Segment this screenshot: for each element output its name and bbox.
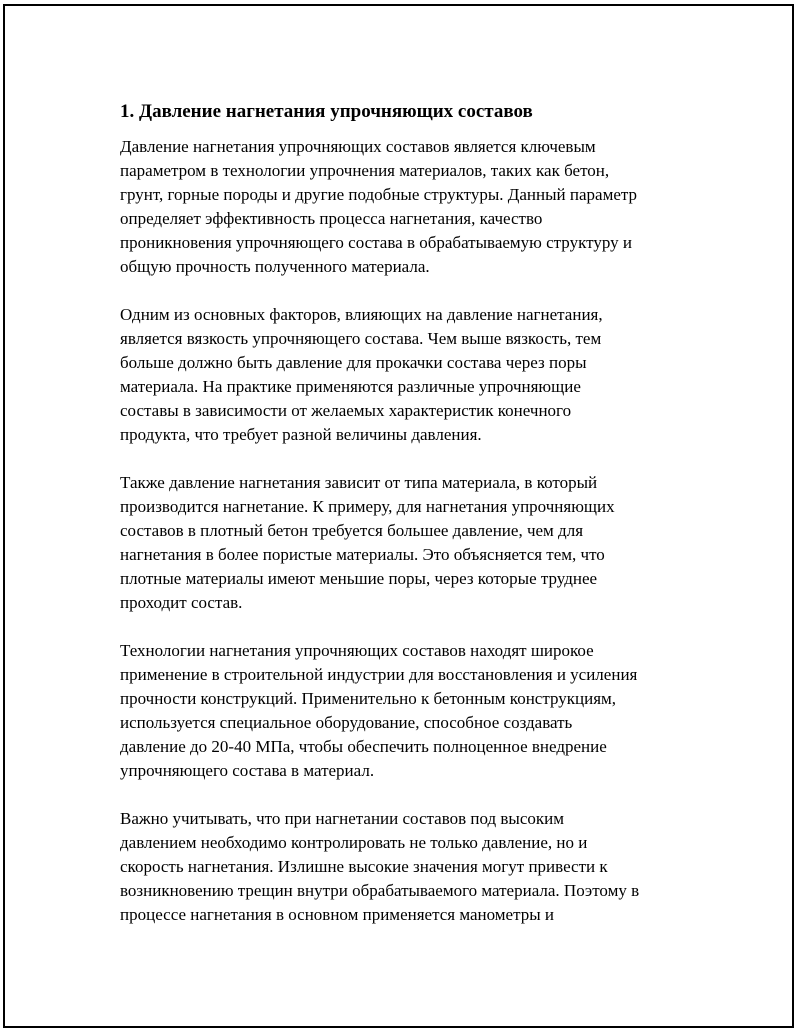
text-line: давление до 20-40 МПа, чтобы обеспечить полноценное внедрение — [120, 737, 607, 756]
text-line: продукта, что требует разной величины давления. — [120, 425, 482, 444]
text-line: материала. На практике применяются различные упрочняющие — [120, 377, 581, 396]
text-line: составы в зависимости от желаемых характеристик конечного — [120, 401, 572, 420]
document-body — [120, 99, 705, 951]
text-line: является вязкость упрочняющего состава. Чем выше вязкость, тем — [120, 329, 602, 348]
text-line: упрочняющего состава в материал. — [120, 761, 375, 780]
text-line: скорость нагнетания. Излишне высокие значения могут привести к — [120, 857, 608, 876]
page-frame — [3, 4, 794, 1028]
paragraph-4 — [120, 639, 705, 783]
text-line: применение в строительной индустрии для восстановления и усиления — [120, 665, 638, 684]
text-line: нагнетания в более пористые материалы. Это объясняется тем, что — [120, 545, 605, 564]
text-line: Технологии нагнетания упрочняющих составов находят широкое — [120, 641, 594, 660]
text-line: используется специальное оборудование, способное создавать — [120, 713, 573, 732]
text-line: проникновения упрочняющего состава в обрабатываемую структуру и — [120, 233, 632, 252]
text-line: проходит состав. — [120, 593, 243, 612]
text-line: возникновению трещин внутри обрабатываемого материала. Поэтому в — [120, 881, 640, 900]
text-line: Одним из основных факторов, влияющих на давление нагнетания, — [120, 305, 603, 324]
section-heading: 1. Давление нагнетания упрочняющих составов — [120, 101, 533, 122]
paragraph-5 — [120, 807, 705, 927]
text-line: процессе нагнетания в основном применяется манометры и — [120, 905, 554, 924]
paragraph-3 — [120, 471, 705, 615]
text-line: определяет эффективность процесса нагнетания, качество — [120, 209, 543, 228]
text-line: параметром в технологии упрочнения материалов, таких как бетон, — [120, 161, 610, 180]
text-line: больше должно быть давление для прокачки состава через поры — [120, 353, 587, 372]
text-line: Также давление нагнетания зависит от типа материала, в который — [120, 473, 598, 492]
text-line: Давление нагнетания упрочняющих составов является ключевым — [120, 137, 596, 156]
text-line: производится нагнетание. К примеру, для нагнетания упрочняющих — [120, 497, 615, 516]
paragraph-1 — [120, 135, 705, 279]
text-line: прочности конструкций. Применительно к бетонным конструкциям, — [120, 689, 617, 708]
text-line: давлением необходимо контролировать не только давление, но и — [120, 833, 588, 852]
text-line: грунт, горные породы и другие подобные структуры. Данный параметр — [120, 185, 638, 204]
text-line: общую прочность полученного материала. — [120, 257, 430, 276]
text-line: Важно учитывать, что при нагнетании составов под высоким — [120, 809, 565, 828]
paragraph-2 — [120, 303, 705, 447]
text-line: составов в плотный бетон требуется большее давление, чем для — [120, 521, 584, 540]
text-line: плотные материалы имеют меньшие поры, через которые труднее — [120, 569, 598, 588]
